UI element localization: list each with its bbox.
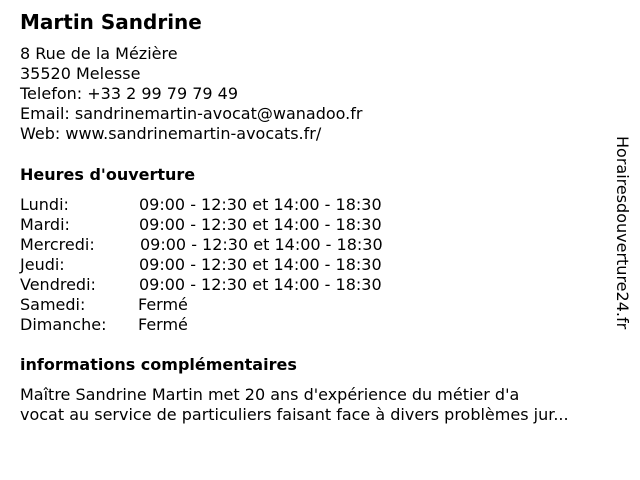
email-text: Email: sandrinemartin-avocat@wanadoo.fr	[20, 104, 363, 123]
day-hours: Fermé	[138, 315, 188, 334]
day-hours: 09:00 - 12:30 et 14:00 - 18:30	[139, 195, 382, 214]
description-line: Maître Sandrine Martin met 20 ans d'expérience du métier d'a	[20, 385, 520, 404]
address-street: 8 Rue de la Mézière	[20, 44, 178, 63]
description-text	[20, 385, 620, 425]
day-hours: 09:00 - 12:30 et 14:00 - 18:30	[139, 215, 382, 234]
day-hours: 09:00 - 12:30 et 14:00 - 18:30	[140, 235, 383, 254]
day-hours: 09:00 - 12:30 et 14:00 - 18:30	[139, 275, 382, 294]
info-heading: informations complémentaires	[20, 355, 297, 374]
day-label: Mercredi:	[20, 235, 95, 254]
day-hours: 09:00 - 12:30 et 14:00 - 18:30	[139, 255, 382, 274]
day-hours: Fermé	[138, 295, 188, 314]
day-label: Lundi:	[20, 195, 69, 214]
day-label: Jeudi:	[20, 255, 65, 274]
business-name: Martin Sandrine	[20, 10, 202, 34]
hours-heading: Heures d'ouverture	[20, 165, 196, 184]
address-city: 35520 Melesse	[20, 64, 141, 83]
description-line: vocat au service de particuliers faisant face à divers problèmes jur...	[20, 405, 569, 424]
website-text: Web: www.sandrinemartin-avocats.fr/	[20, 124, 322, 143]
day-label: Samedi:	[20, 295, 86, 314]
day-label: Mardi:	[20, 215, 70, 234]
phone-text: Telefon: +33 2 99 79 79 49	[20, 84, 239, 103]
day-label: Vendredi:	[20, 275, 96, 294]
day-label: Dimanche:	[20, 315, 107, 334]
contact-block	[20, 44, 362, 144]
source-watermark: Horairesdouverture24.fr	[613, 136, 632, 330]
